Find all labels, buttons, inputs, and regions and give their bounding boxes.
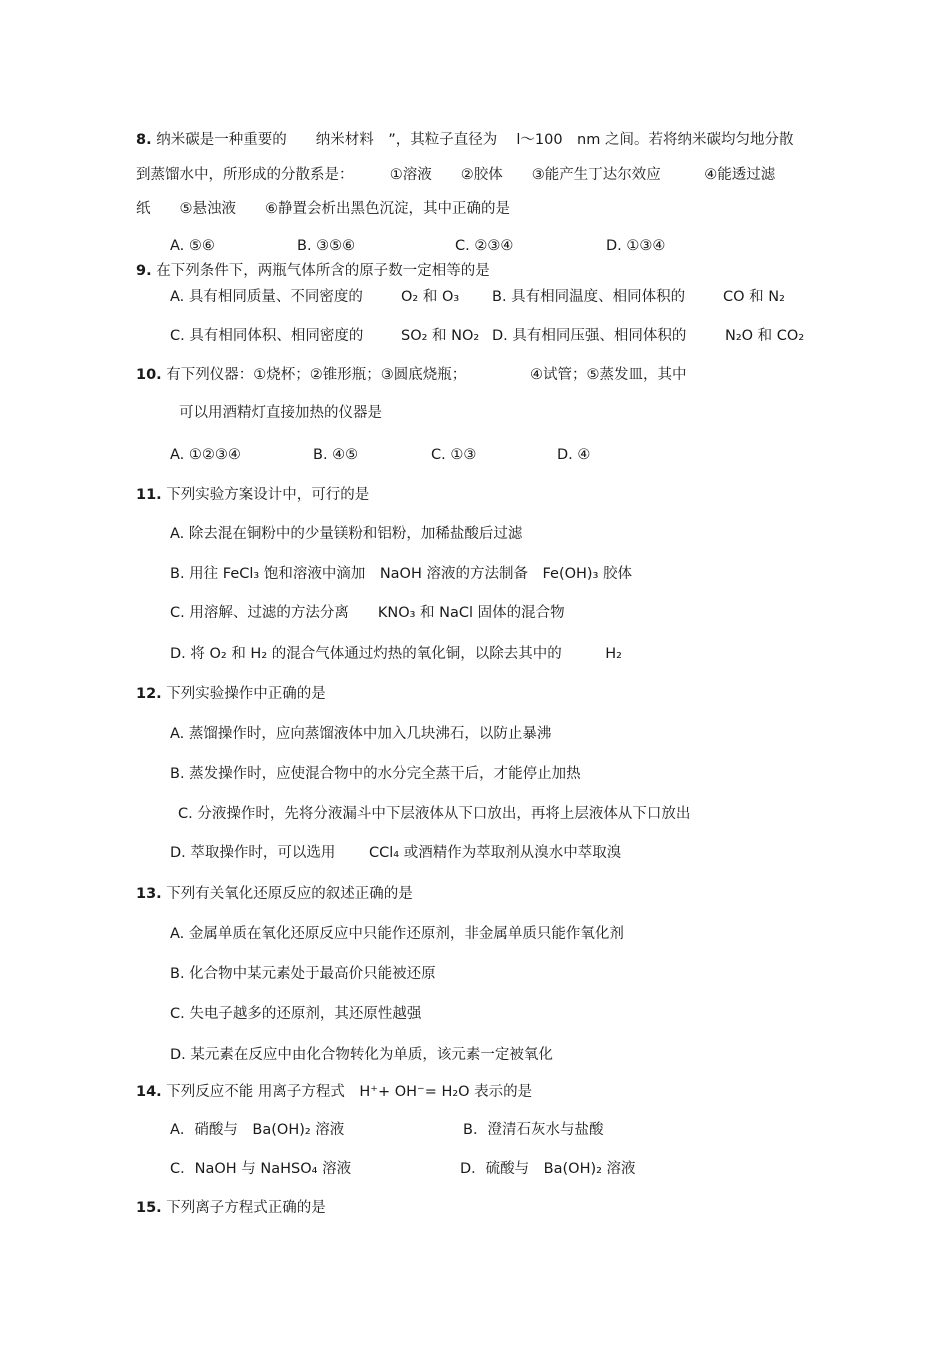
q11-stem: 下列实验方案设计中，可行的是 xyxy=(166,487,370,503)
q9-option-a: A. 具有相同质量、不同密度的 xyxy=(170,289,363,305)
q10-option-c: C. ①③ xyxy=(431,447,477,463)
q12-option-a: A. 蒸馏操作时，应向蒸馏液体中加入几块沸石，以防止暴沸 xyxy=(170,726,552,742)
q11-number: 11. xyxy=(136,487,162,503)
q9-option-b: B. 具有相同温度、相同体积的 xyxy=(492,289,686,305)
q11-option-b: B. 用往 FeCl₃ 饱和溶液中滴加 NaOH 溶液的方法制备 Fe(OH)₃ 胶体 xyxy=(170,566,632,582)
q8-option-b: B. ③⑤⑥ xyxy=(297,238,356,254)
q13-number: 13. xyxy=(136,886,162,902)
q8-stem-line-1: 纳米碳是一种重要的 纳米材料 ”，其粒子直径为 l～100 nm 之间。若将纳米碳均匀地分散 xyxy=(156,132,794,148)
q9-option-d-formula: N₂O 和 CO₂ xyxy=(725,328,805,344)
q9-stem: 在下列条件下，两瓶气体所含的原子数一定相等的是 xyxy=(156,263,490,279)
q8-number: 8. xyxy=(136,132,152,148)
q11-option-c: C. 用溶解、过滤的方法分离 KNO₃ 和 NaCl 固体的混合物 xyxy=(170,605,565,621)
q14-stem-line xyxy=(136,1082,532,1102)
q12-stem-line xyxy=(136,684,326,704)
q15-stem: 下列离子方程式正确的是 xyxy=(166,1200,326,1216)
q14-option-d: D．硫酸与 Ba(OH)₂ 溶液 xyxy=(460,1161,636,1177)
q14-stem: 下列反应不能 用离子方程式 H⁺+ OH⁻= H₂O 表示的是 xyxy=(166,1084,533,1100)
q11-stem-line xyxy=(136,485,369,505)
q8-option-a: A. ⑤⑥ xyxy=(170,238,215,254)
q11-option-d: D. 将 O₂ 和 H₂ 的混合气体通过灼热的氧化铜，以除去其中的 H₂ xyxy=(170,646,622,662)
q14-option-a: A．硝酸与 Ba(OH)₂ 溶液 xyxy=(170,1122,345,1138)
q9-stem-line xyxy=(136,261,490,281)
q12-number: 12. xyxy=(136,686,162,702)
q13-option-d: D. 某元素在反应中由化合物转化为单质，该元素一定被氧化 xyxy=(170,1047,553,1063)
q11-option-a: A. 除去混在铜粉中的少量镁粉和铝粉，加稀盐酸后过滤 xyxy=(170,526,523,542)
q12-option-d: D. 萃取操作时，可以选用 CCl₄ 或酒精作为萃取剂从溴水中萃取溴 xyxy=(170,845,622,861)
q10-stem-line-2: 可以用酒精灯直接加热的仪器是 xyxy=(179,405,382,421)
q15-number: 15. xyxy=(136,1200,162,1216)
q9-option-a-formula: O₂ 和 O₃ xyxy=(401,289,460,305)
q8-line-1 xyxy=(136,130,793,150)
q10-option-b: B. ④⑤ xyxy=(313,447,359,463)
q10-option-a: A. ①②③④ xyxy=(170,447,241,463)
q10-option-d: D. ④ xyxy=(557,447,591,463)
q9-option-d: D. 具有相同压强、相同体积的 xyxy=(492,328,687,344)
q13-stem: 下列有关氧化还原反应的叙述正确的是 xyxy=(166,886,413,902)
q13-option-a: A. 金属单质在氧化还原反应中只能作还原剂，非金属单质只能作氧化剂 xyxy=(170,926,624,942)
q9-option-b-formula: CO 和 N₂ xyxy=(723,289,785,305)
q10-stem-line-1 xyxy=(136,365,466,385)
q8-stem-line-3: 纸 ⑤悬浊液 ⑥静置会析出黑色沉淀，其中正确的是 xyxy=(136,201,510,217)
q8-option-d: D. ①③④ xyxy=(606,238,666,254)
q8-stem-line-2: 到蒸馏水中，所形成的分散系是： ①溶液 ②胶体 ③能产生丁达尔效应 ④能透过滤 xyxy=(136,167,776,183)
q12-option-c: C. 分液操作时，先将分液漏斗中下层液体从下口放出，再将上层液体从下口放出 xyxy=(178,806,691,822)
q9-option-c: C. 具有相同体积、相同密度的 xyxy=(170,328,364,344)
q9-option-c-formula: SO₂ 和 NO₂ xyxy=(401,328,480,344)
q9-number: 9. xyxy=(136,263,152,279)
q13-option-b: B. 化合物中某元素处于最高价只能被还原 xyxy=(170,966,436,982)
q14-option-c: C．NaOH 与 NaHSO₄ 溶液 xyxy=(170,1161,352,1177)
q14-number: 14. xyxy=(136,1084,162,1100)
q13-option-c: C. 失电子越多的还原剂，其还原性越强 xyxy=(170,1006,422,1022)
q13-stem-line xyxy=(136,884,413,904)
q15-stem-line xyxy=(136,1198,326,1218)
q10-stem-part-1: 有下列仪器：①烧杯；②锥形瓶；③圆底烧瓶； xyxy=(166,367,467,383)
q14-option-b: B．澄清石灰水与盐酸 xyxy=(463,1122,604,1138)
q10-stem-part-2: ④试管；⑤蒸发皿，其中 xyxy=(530,367,687,383)
q12-stem: 下列实验操作中正确的是 xyxy=(166,686,326,702)
q10-number: 10. xyxy=(136,367,162,383)
q12-option-b: B. 蒸发操作时，应使混合物中的水分完全蒸干后，才能停止加热 xyxy=(170,766,581,782)
q8-option-c: C. ②③④ xyxy=(455,238,514,254)
